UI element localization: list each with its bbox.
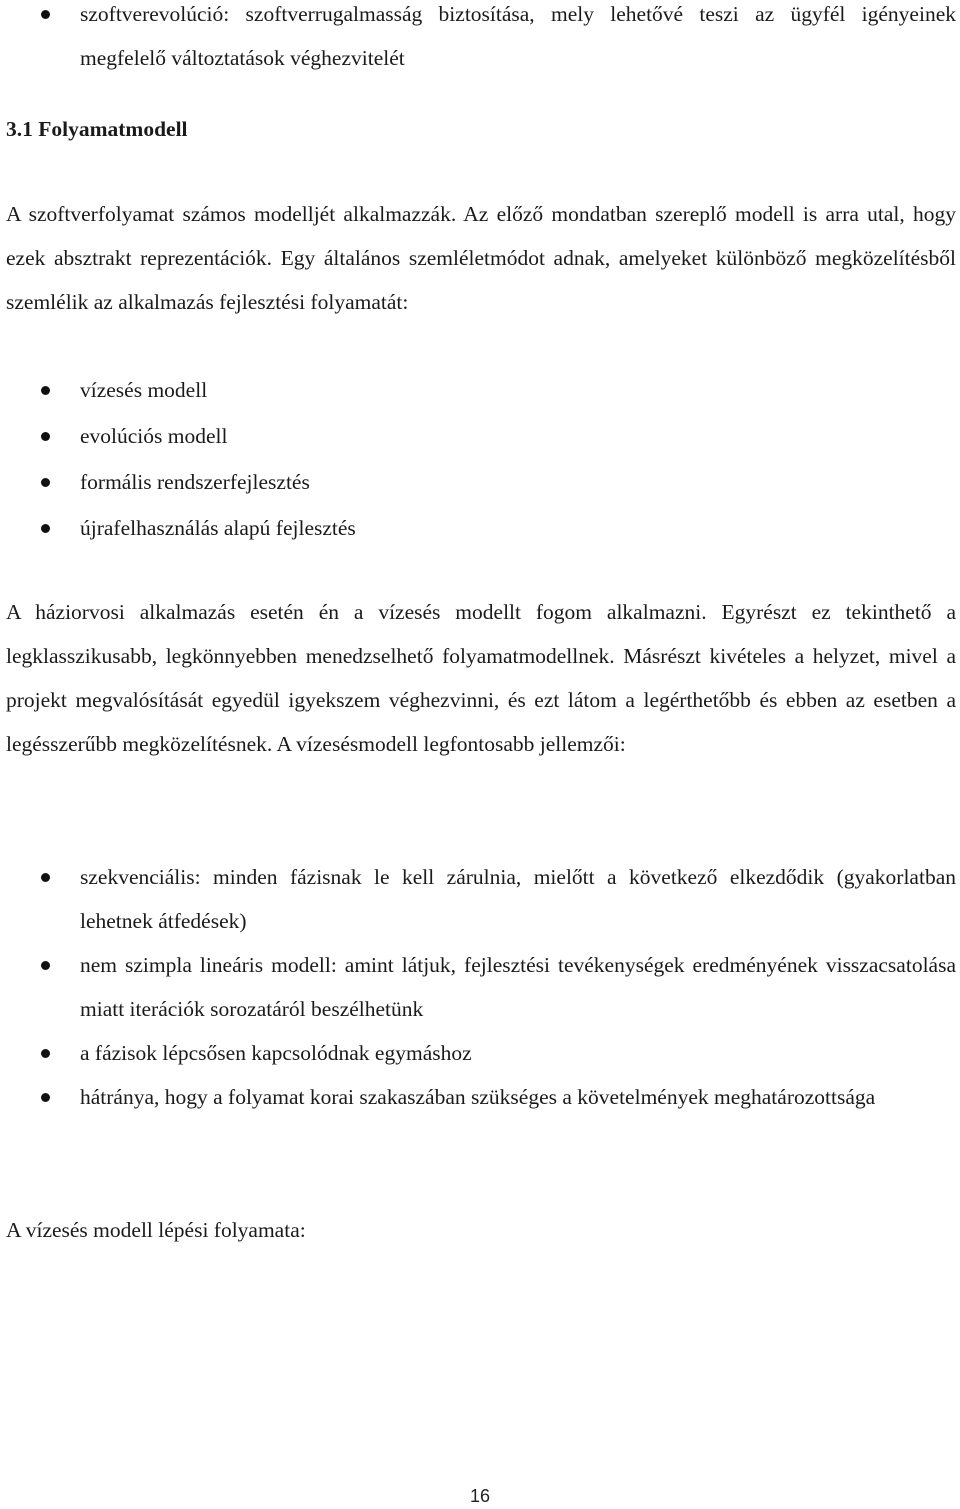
list-item <box>6 1075 956 1119</box>
model-list <box>6 367 956 551</box>
list-item-text: szoftverevolúció: szoftverrugalmasság biztosítása, mely lehetővé teszi az ügyfél igényeinek megfelelő változtatások véghezvitelét <box>80 2 956 70</box>
bullet-icon <box>41 873 50 882</box>
section-heading: 3.1 Folyamatmodell <box>6 117 188 141</box>
bullet-icon <box>41 1049 50 1058</box>
bullet-icon <box>41 386 50 395</box>
bullet-icon <box>41 1093 50 1102</box>
bullet-icon <box>41 478 50 487</box>
page-number: 16 <box>469 1486 491 1506</box>
list-item-text: nem szimpla lineáris modell: amint látjuk, fejlesztési tevékenységek eredményének visszacsatolása miatt iterációk sorozatáról beszélhetünk <box>80 953 956 1021</box>
list-item-text: szekvenciális: minden fázisnak le kell zárulnia, mielőtt a következő elkezdődik (gyakorlatban lehetnek átfedések) <box>80 865 956 933</box>
list-item-text: hátránya, hogy a folyamat korai szakaszában szükséges a követelmények meghatározottsága <box>80 1085 876 1109</box>
list-item <box>6 505 956 551</box>
list-item <box>6 0 956 80</box>
choice-paragraph: A háziorvosi alkalmazás esetén én a vízesés modellt fogom alkalmazni. Egyrészt ez tekinthető a legklasszikusabb, legkönnyebben menedzselhető folyamatmodellnek. Másrészt kivételes a helyzet, mivel a projekt megvalósítását egyedül igyekszem véghezvinni, és ezt látom a legérthetőbb és ebben az esetben a legésszerűbb megközelítésnek. A vízesésmodell legfontosabb jellemzői: <box>6 600 956 756</box>
intro-paragraph: A szoftverfolyamat számos modelljét alkalmazzák. Az előző mondatban szereplő modell is arra utal, hogy ezek absztrakt reprezentációk. Egy általános szemléletmódot adnak, amelyeket különböző megközelítésből szemlélik az alkalmazás fejlesztési folyamatát: <box>6 202 956 314</box>
list-item-text: a fázisok lépcsősen kapcsolódnak egymáshoz <box>80 1041 472 1065</box>
feature-list <box>6 855 956 1119</box>
list-item <box>6 413 956 459</box>
bullet-icon <box>41 961 50 970</box>
closing-paragraph: A vízesés modell lépési folyamata: <box>6 1218 306 1242</box>
bullet-icon <box>41 10 50 19</box>
list-item <box>6 459 956 505</box>
list-item <box>6 1031 956 1075</box>
bullet-icon <box>41 524 50 533</box>
list-item-text: formális rendszerfejlesztés <box>80 470 310 494</box>
list-item <box>6 943 956 1031</box>
list-item <box>6 367 956 413</box>
list-item-text: újrafelhasználás alapú fejlesztés <box>80 516 356 540</box>
list-item <box>6 855 956 943</box>
top-bullet-list <box>6 0 956 80</box>
bullet-icon <box>41 432 50 441</box>
list-item-text: evolúciós modell <box>80 424 228 448</box>
list-item-text: vízesés modell <box>80 378 208 402</box>
